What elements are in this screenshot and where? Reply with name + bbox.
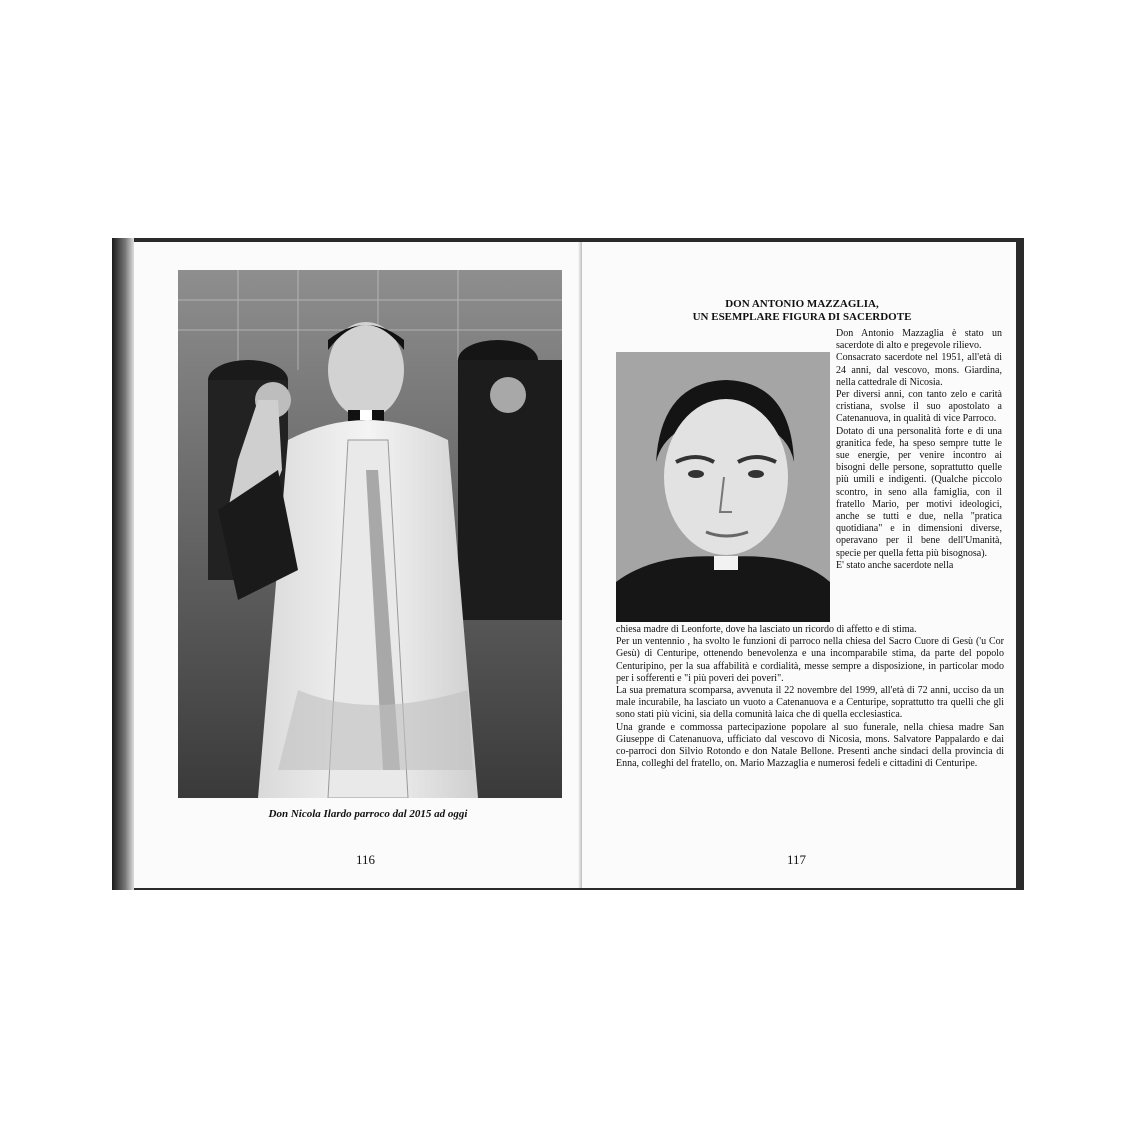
book-edge	[112, 238, 134, 890]
portrait-image	[616, 352, 830, 622]
article-title	[652, 298, 952, 324]
article-column-text	[836, 328, 1002, 572]
body-paragraph: La sua prematura scomparsa, avvenuta il 22 novembre del 1999, all'età di 72 anni, ucciso da un male incurabile, ha lasciato un vuoto a Catenanuova e a Centuripe, soprattutto tra quelli che gli sono stati più vicini, sia della comunità laica che di quella ecclesiastica.	[616, 685, 1004, 721]
page-number-right: 117	[787, 852, 807, 867]
title-line-1: DON ANTONIO MAZZAGLIA,	[725, 298, 879, 310]
column-paragraph: Consacrato sacerdote nel 1951, all'età di 24 anni, dal vescovo, mons. Giardina, nella cattedrale di Nicosia.	[836, 352, 1002, 388]
portrait-photo	[616, 352, 830, 622]
page-right	[582, 242, 1016, 888]
article-body-text	[616, 624, 1004, 770]
column-paragraph: Don Antonio Mazzaglia è stato un sacerdote di alto e pregevole rilievo.	[836, 328, 1002, 352]
body-paragraph: chiesa madre di Leonforte, dove ha lasciato un ricordo di affetto e di stima.	[616, 624, 917, 635]
column-paragraph: E' stato anche sacerdote nella	[836, 559, 954, 571]
title-line-2: UN ESEMPLARE FIGURA DI SACERDOTE	[692, 311, 912, 323]
page-number-left: 116	[356, 852, 376, 867]
column-paragraph: Dotato di una personalità forte e di una granitica fede, ha speso sempre tutte le sue energie, per venire incontro ai bisogni delle persone, soprattutto quelle più umili e indigenti. (Qualche piccolo scontro, in seno alla famiglia, con il fratello Mario, per motivi ideologici, anche se tutti e due, nella "pratica quotidiana" e in dimensioni diverse, operavano per il bene dell'Umanità, specie per quella fetta più bisognosa).	[836, 425, 1002, 559]
body-paragraph: Una grande e commossa partecipazione popolare al suo funerale, nella chiesa madre San Giuseppe di Catenanuova, ufficiato dal vescovo di Nicosia, mons. Salvatore Pappalardo e dai co-parroci don Silvio Rotondo e don Natale Bellone. Presenti anche sindaci della provincia di Enna, colleghi del fratello, on. Mario Mazzaglia e numerosi fedeli e cittadini di Centuripe.	[616, 721, 1004, 770]
body-paragraph: Per un ventennio , ha svolto le funzioni di parroco nella chiesa del Sacro Cuore di Gesù ('u Cor Gesù) di Centuripe, ottenendo benevolenza e una incomparabile stima, da parte del popolo Centuripino, per la sua affabilità e cordialità, messe sempre a disposizione, in particolar modo per i sofferenti e "i più poveri dei poveri".	[616, 636, 1004, 684]
photo-caption: Don Nicola Ilardo parroco dal 2015 ad oggi	[268, 808, 468, 820]
photo-priest-blessing	[178, 270, 562, 798]
book-spread	[112, 238, 1024, 890]
photo-image	[178, 270, 562, 798]
column-paragraph: Per diversi anni, con tanto zelo e carità cristiana, svolse il suo apostolato a Catenanuova, in qualità di vice Parroco.	[836, 389, 1002, 425]
page-left	[134, 242, 584, 888]
